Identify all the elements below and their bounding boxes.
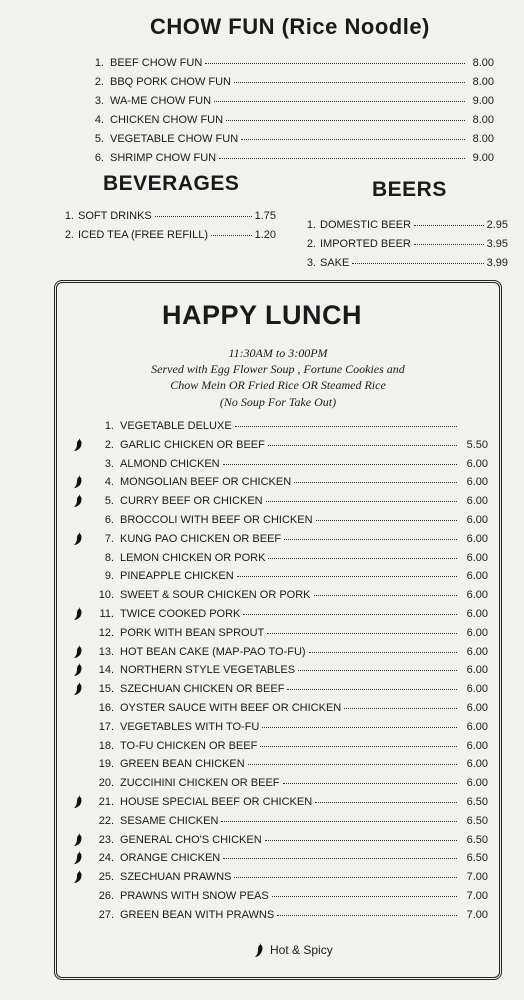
item-name: SAKE — [320, 257, 350, 269]
menu-item-row — [64, 226, 276, 245]
menu-item-row — [98, 849, 488, 868]
menu-item-row — [98, 549, 488, 568]
item-price: 6.00 — [466, 607, 488, 620]
menu-item-row — [98, 511, 488, 530]
item-name: GARLIC CHICKEN OR BEEF — [120, 438, 265, 451]
item-price: 6.00 — [466, 701, 488, 714]
dot-leader — [260, 737, 457, 747]
item-number: 2. — [64, 229, 74, 241]
dot-leader — [214, 92, 465, 102]
item-price: 5.50 — [466, 438, 488, 451]
menu-item-row — [98, 887, 488, 906]
dot-leader — [314, 586, 458, 596]
dot-leader — [205, 54, 465, 64]
menu-item-row — [98, 624, 488, 643]
item-number: 1. — [104, 420, 114, 432]
item-name: MONGOLIAN BEEF OR CHICKEN — [120, 476, 292, 489]
spicy-legend — [254, 942, 333, 958]
menu-item-row — [98, 831, 488, 850]
dot-leader — [226, 111, 465, 121]
dot-leader — [211, 226, 252, 236]
menu-item-row — [98, 661, 488, 680]
item-name: ZUCCIHINI CHICKEN OR BEEF — [120, 777, 280, 790]
menu-item-row — [306, 254, 508, 273]
item-number: 13. — [98, 645, 114, 658]
item-name: VEGETABLE DELUXE — [120, 420, 232, 432]
dot-leader — [316, 511, 457, 521]
menu-item-row — [98, 718, 488, 737]
item-name: GENERAL CHO'S CHICKEN — [120, 833, 262, 846]
dot-leader — [268, 436, 457, 446]
menu-item-row — [92, 92, 494, 111]
chili-pepper-icon — [74, 645, 84, 659]
dot-leader — [414, 235, 484, 245]
item-number: 3. — [94, 95, 104, 107]
item-name: BROCCOLI WITH BEEF OR CHICKEN — [120, 513, 313, 526]
item-number: 26. — [98, 889, 114, 902]
dot-leader — [243, 605, 457, 615]
item-number: 6. — [104, 513, 114, 526]
menu-item-row — [98, 436, 488, 455]
item-number: 4. — [104, 476, 114, 489]
item-number: 3. — [104, 457, 114, 470]
item-price: 6.00 — [466, 739, 488, 752]
chili-pepper-icon — [74, 607, 84, 621]
item-price: 6.00 — [466, 664, 488, 677]
beverages-list — [64, 207, 276, 245]
menu-item-row — [98, 699, 488, 718]
item-price: 6.00 — [466, 570, 488, 583]
chili-pepper-icon — [74, 795, 84, 809]
menu-item-row — [98, 492, 488, 511]
item-name: OYSTER SAUCE WITH BEEF OR CHICKEN — [120, 701, 342, 714]
beers-list — [306, 216, 508, 273]
dot-leader — [272, 887, 457, 897]
menu-item-row — [92, 111, 494, 130]
menu-item-row — [98, 605, 488, 624]
dot-leader — [294, 473, 457, 483]
item-name: SZECHUAN CHICKEN OR BEEF — [120, 683, 285, 696]
dot-leader — [219, 149, 465, 159]
item-price: 2.95 — [486, 219, 508, 231]
dot-leader — [287, 680, 457, 690]
item-number: 1. — [64, 210, 74, 222]
dot-leader — [241, 130, 465, 140]
item-name: SOFT DRINKS — [78, 210, 152, 222]
chili-pepper-icon — [74, 532, 84, 546]
item-price: 6.00 — [466, 626, 488, 639]
item-number: 14. — [98, 664, 114, 677]
item-price: 6.50 — [466, 833, 488, 846]
item-name: KUNG PAO CHICKEN OR BEEF — [120, 532, 282, 545]
item-number: 2. — [94, 76, 104, 88]
item-number: 3. — [306, 257, 316, 269]
chili-pepper-icon — [74, 682, 84, 696]
menu-item-row — [98, 812, 488, 831]
item-price: 8.00 — [472, 114, 494, 126]
menu-item-row — [98, 737, 488, 756]
menu-item-row — [98, 455, 488, 474]
item-name: GREEN BEAN WITH PRAWNS — [120, 908, 275, 921]
lunch-served-line-1: Served with Egg Flower Soup , Fortune Cookies and — [151, 362, 405, 376]
chili-pepper-icon — [74, 870, 84, 884]
item-number: 18. — [98, 739, 114, 752]
item-name: TO-FU CHICKEN OR BEEF — [120, 739, 258, 752]
chili-pepper-icon — [74, 494, 84, 508]
dot-leader — [235, 417, 457, 427]
item-number: 17. — [98, 720, 114, 733]
chili-pepper-icon — [254, 942, 266, 958]
menu-item-row — [98, 473, 488, 492]
menu-item-row — [98, 868, 488, 887]
item-name: WA-ME CHOW FUN — [110, 95, 212, 107]
item-price: 6.00 — [466, 589, 488, 602]
item-price: 6.00 — [466, 495, 488, 508]
item-price: 6.00 — [466, 513, 488, 526]
item-price: 6.00 — [466, 551, 488, 564]
item-number: 6. — [94, 152, 104, 164]
item-price: 3.99 — [486, 257, 508, 269]
item-price: 6.00 — [466, 683, 488, 696]
menu-item-row — [306, 235, 508, 254]
item-number: 15. — [98, 683, 114, 696]
item-number: 12. — [98, 626, 114, 639]
item-name: SZECHUAN PRAWNS — [120, 871, 232, 884]
item-name: GREEN BEAN CHICKEN — [120, 758, 245, 771]
dot-leader — [298, 661, 457, 671]
dot-leader — [265, 831, 457, 841]
chow-fun-list — [92, 54, 494, 168]
happy-lunch-list — [98, 417, 488, 925]
item-number: 24. — [98, 852, 114, 865]
chow-fun-heading: CHOW FUN (Rice Noodle) — [150, 14, 430, 39]
dot-leader — [284, 530, 457, 540]
item-name: SHRIMP CHOW FUN — [110, 152, 217, 164]
menu-item-row — [98, 643, 488, 662]
item-number: 23. — [98, 833, 114, 846]
item-name: ALMOND CHICKEN — [120, 457, 220, 470]
menu-item-row — [98, 530, 488, 549]
item-name: SWEET & SOUR CHICKEN OR PORK — [120, 589, 311, 602]
item-number: 11. — [99, 607, 114, 620]
chili-pepper-icon — [74, 438, 84, 452]
spicy-legend-label: Hot & Spicy — [270, 943, 333, 957]
item-name: SESAME CHICKEN — [120, 814, 219, 827]
dot-leader — [234, 868, 457, 878]
chili-pepper-icon — [74, 851, 84, 865]
lunch-served-line-2: Chow Mein OR Fried Rice OR Steamed Rice — [170, 378, 386, 392]
item-name: VEGETABLE CHOW FUN — [110, 133, 239, 145]
dot-leader — [223, 849, 457, 859]
item-price: 1.75 — [254, 210, 276, 222]
item-name: CHICKEN CHOW FUN — [110, 114, 224, 126]
dot-leader — [221, 812, 457, 822]
item-name: HOUSE SPECIAL BEEF OR CHICKEN — [120, 795, 313, 808]
dot-leader — [315, 793, 457, 803]
item-number: 20. — [98, 777, 114, 790]
item-name: NORTHERN STYLE VEGETABLES — [120, 664, 296, 677]
item-name: CURRY BEEF OR CHICKEN — [120, 495, 263, 508]
beverages-heading: BEVERAGES — [103, 172, 240, 195]
item-name: LEMON CHICKEN OR PORK — [120, 551, 266, 564]
menu-item-row — [98, 793, 488, 812]
dot-leader — [155, 207, 252, 217]
item-name: TWICE COOKED PORK — [120, 607, 241, 620]
item-price: 6.00 — [466, 720, 488, 733]
menu-item-row — [98, 774, 488, 793]
item-price: 6.50 — [466, 852, 488, 865]
item-name: DOMESTIC BEER — [320, 219, 412, 231]
menu-item-row — [306, 216, 508, 235]
item-price: 8.00 — [472, 57, 494, 69]
menu-item-row — [98, 680, 488, 699]
dot-leader — [267, 624, 457, 634]
menu-item-row — [92, 73, 494, 92]
item-price: 8.00 — [472, 76, 494, 88]
item-price: 6.50 — [466, 795, 488, 808]
item-number: 8. — [104, 551, 114, 564]
item-number: 5. — [94, 133, 104, 145]
item-price: 9.00 — [472, 95, 494, 107]
menu-item-row — [98, 417, 488, 436]
item-number: 2. — [306, 238, 316, 250]
dot-leader — [262, 718, 457, 728]
item-price: 7.00 — [466, 908, 488, 921]
menu-item-row — [92, 54, 494, 73]
dot-leader — [309, 643, 457, 653]
item-price: 6.00 — [466, 645, 488, 658]
item-number: 5. — [104, 495, 114, 508]
dot-leader — [277, 906, 457, 916]
item-price: 7.00 — [466, 889, 488, 902]
item-name: HOT BEAN CAKE (MAP-PAO TO-FU) — [120, 645, 306, 658]
item-number: 10. — [98, 589, 114, 602]
item-name: VEGETABLES WITH TO-FU — [120, 720, 260, 733]
dot-leader — [248, 755, 457, 765]
item-price: 6.00 — [466, 777, 488, 790]
item-price: 6.00 — [466, 758, 488, 771]
item-name: BBQ PORK CHOW FUN — [110, 76, 232, 88]
menu-item-row — [92, 130, 494, 149]
chili-pepper-icon — [74, 833, 84, 847]
dot-leader — [268, 549, 457, 559]
dot-leader — [283, 774, 457, 784]
item-number: 4. — [94, 114, 104, 126]
item-price: 8.00 — [472, 133, 494, 145]
item-price: 3.95 — [486, 238, 508, 250]
item-number: 19. — [98, 758, 114, 771]
dot-leader — [237, 567, 457, 577]
item-name: ORANGE CHICKEN — [120, 852, 221, 865]
item-price: 7.00 — [466, 871, 488, 884]
dot-leader — [352, 254, 483, 264]
item-name: PINEAPPLE CHICKEN — [120, 570, 234, 583]
menu-item-row — [98, 755, 488, 774]
item-number: 7. — [104, 532, 114, 545]
item-price: 1.20 — [254, 229, 276, 241]
menu-item-row — [98, 567, 488, 586]
item-name: PORK WITH BEAN SPROUT — [120, 626, 265, 639]
item-number: 21. — [98, 795, 114, 808]
dot-leader — [234, 73, 465, 83]
chili-pepper-icon — [74, 663, 84, 677]
item-number: 16. — [98, 701, 114, 714]
item-number: 25. — [98, 871, 114, 884]
item-price: 6.00 — [466, 457, 488, 470]
menu-item-row — [98, 906, 488, 925]
item-name: IMPORTED BEER — [320, 238, 411, 250]
item-number: 22. — [98, 814, 114, 827]
item-price: 9.00 — [472, 152, 494, 164]
item-price: 6.00 — [466, 476, 488, 489]
item-number: 2. — [104, 438, 114, 451]
item-number: 9. — [104, 570, 114, 583]
beers-heading: BEERS — [372, 178, 447, 201]
item-name: ICED TEA (FREE REFILL) — [78, 229, 208, 241]
menu-item-row — [98, 586, 488, 605]
item-number: 27. — [98, 908, 114, 921]
lunch-takeout-note: (No Soup For Take Out) — [219, 395, 337, 409]
dot-leader — [414, 216, 484, 226]
item-name: BEEF CHOW FUN — [110, 57, 203, 69]
item-name: PRAWNS WITH SNOW PEAS — [120, 889, 269, 902]
menu-item-row — [92, 149, 494, 168]
item-price: 6.00 — [466, 532, 488, 545]
item-price: 6.50 — [466, 814, 488, 827]
item-number: 1. — [94, 57, 104, 69]
happy-lunch-heading: HAPPY LUNCH — [161, 300, 363, 330]
dot-leader — [266, 492, 457, 502]
menu-item-row — [64, 207, 276, 226]
dot-leader — [344, 699, 457, 709]
chili-pepper-icon — [74, 475, 84, 489]
dot-leader — [223, 455, 457, 465]
item-number: 1. — [306, 219, 316, 231]
lunch-hours: 11:30AM to 3:00PM — [228, 346, 328, 360]
